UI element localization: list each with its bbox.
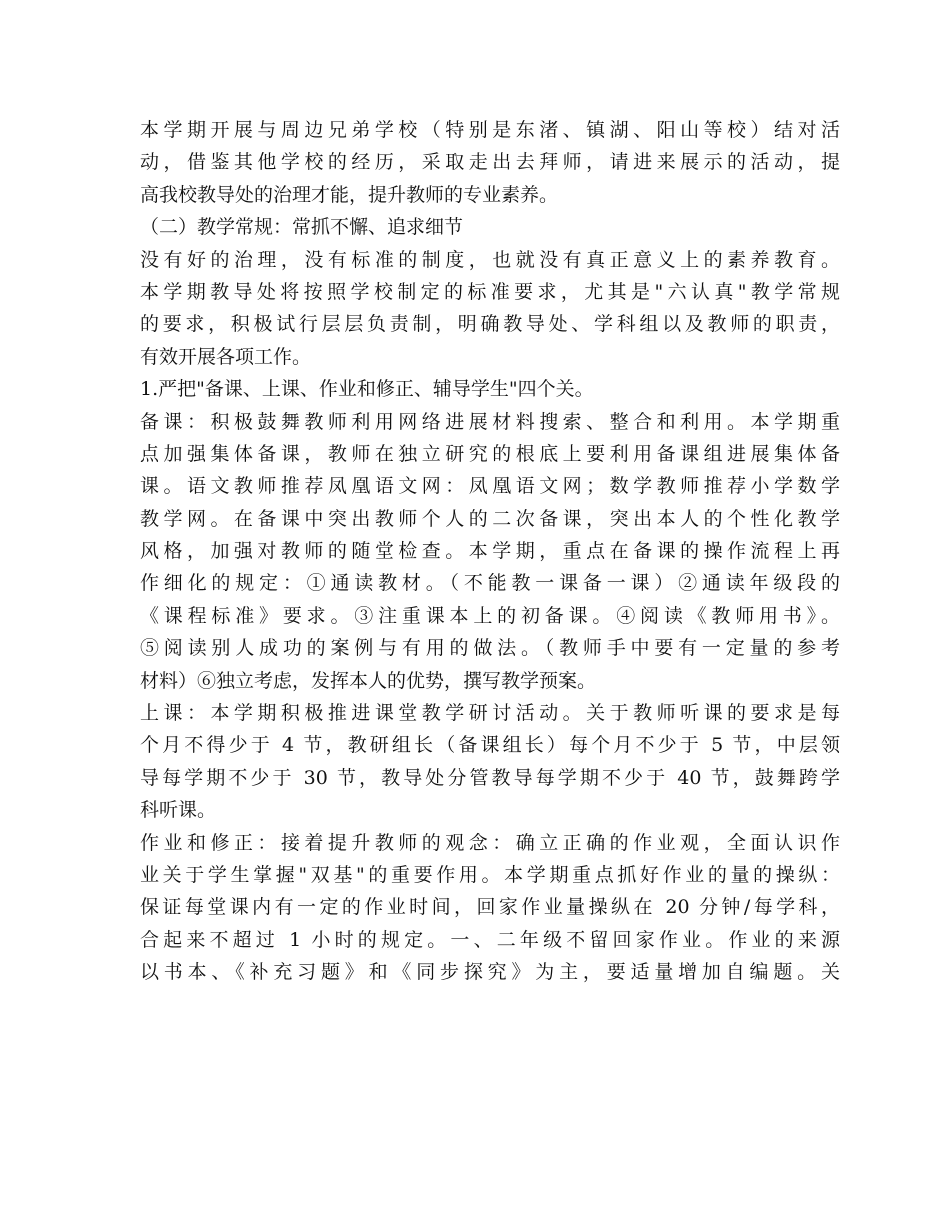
paragraph-line: 科听课。 bbox=[140, 799, 217, 822]
paragraph-line: 高我校教导处的治理才能，提升教师的专业素养。 bbox=[140, 183, 559, 206]
paragraph-line: 没有好的治理，没有标准的制度，也就没有真正意义上的素养教育。 bbox=[140, 248, 840, 271]
paragraph-line: 导每学期不少于 30 节，教导处分管教导每学期不少于 40 节，鼓舞跨学 bbox=[140, 766, 840, 789]
paragraph-line: ⑤阅读别人成功的案例与有用的做法。（教师手中要有一定量的参考 bbox=[140, 637, 840, 660]
paragraph-line: 作业和修正：接着提升教师的观念：确立正确的作业观，全面认识作 bbox=[140, 831, 840, 854]
paragraph-line: 上课：本学期积极推进课堂教学研讨活动。关于教师听课的要求是每 bbox=[140, 702, 840, 725]
paragraph-line: 保证每堂课内有一定的作业时间，回家作业量操纵在 20 分钟/每学科， bbox=[140, 896, 840, 919]
paragraph-line: 本学期开展与周边兄弟学校（特别是东渚、镇湖、阳山等校）结对活 bbox=[140, 119, 840, 141]
paragraph-line: 本学期教导处将按照学校制定的标准要求，尤其是"六认真"教学常规 bbox=[140, 280, 840, 303]
paragraph-line: 以书本、《补充习题》和《同步探究》为主，要适量增加自编题。关 bbox=[140, 961, 840, 984]
paragraph-line: 合起来不超过 1 小时的规定。一、二年级不留回家作业。作业的来源 bbox=[140, 928, 840, 951]
paragraph-line: 备课：积极鼓舞教师利用网络进展材料搜索、整合和利用。本学期重 bbox=[140, 410, 840, 433]
paragraph-line: 动，借鉴其他学校的经历，采取走出去拜师，请进来展示的活动，提 bbox=[140, 151, 840, 174]
paragraph-line: 风格，加强对教师的随堂检查。本学期，重点在备课的操作流程上再 bbox=[140, 540, 840, 563]
paragraph-line: 有效开展各项工作。 bbox=[140, 345, 312, 368]
paragraph-line: 教学网。在备课中突出教师个人的二次备课，突出本人的个性化教学 bbox=[140, 507, 840, 530]
document-body bbox=[140, 114, 840, 989]
paragraph-line: 《课程标准》要求。③注重课本上的初备课。④阅读《教师用书》。 bbox=[140, 604, 840, 627]
paragraph-line: 作细化的规定：①通读教材。（不能教一课备一课）②通读年级段的 bbox=[140, 572, 840, 595]
section-heading: （二）教学常规：常抓不懈、追求细节 bbox=[140, 216, 464, 239]
paragraph-line: 个月不得少于 4 节，教研组长（备课组长）每个月不少于 5 节，中层领 bbox=[140, 734, 840, 757]
list-heading: 1.严把"备课、上课、作业和修正、辅导学生"四个关。 bbox=[140, 378, 594, 401]
paragraph-line: 材料）⑥独立考虑，发挥本人的优势，撰写教学预案。 bbox=[140, 669, 597, 692]
paragraph-line: 业关于学生掌握"双基"的重要作用。本学期重点抓好作业的量的操纵： bbox=[140, 863, 840, 886]
paragraph-line: 的要求，积极试行层层负责制，明确教导处、学科组以及教师的职责， bbox=[140, 313, 840, 336]
paragraph-line: 点加强集体备课，教师在独立研究的根底上要利用备课组进展集体备 bbox=[140, 442, 840, 465]
paragraph-line: 课。语文教师推荐凤凰语文网：凤凰语文网；数学教师推荐小学数学 bbox=[140, 475, 840, 498]
